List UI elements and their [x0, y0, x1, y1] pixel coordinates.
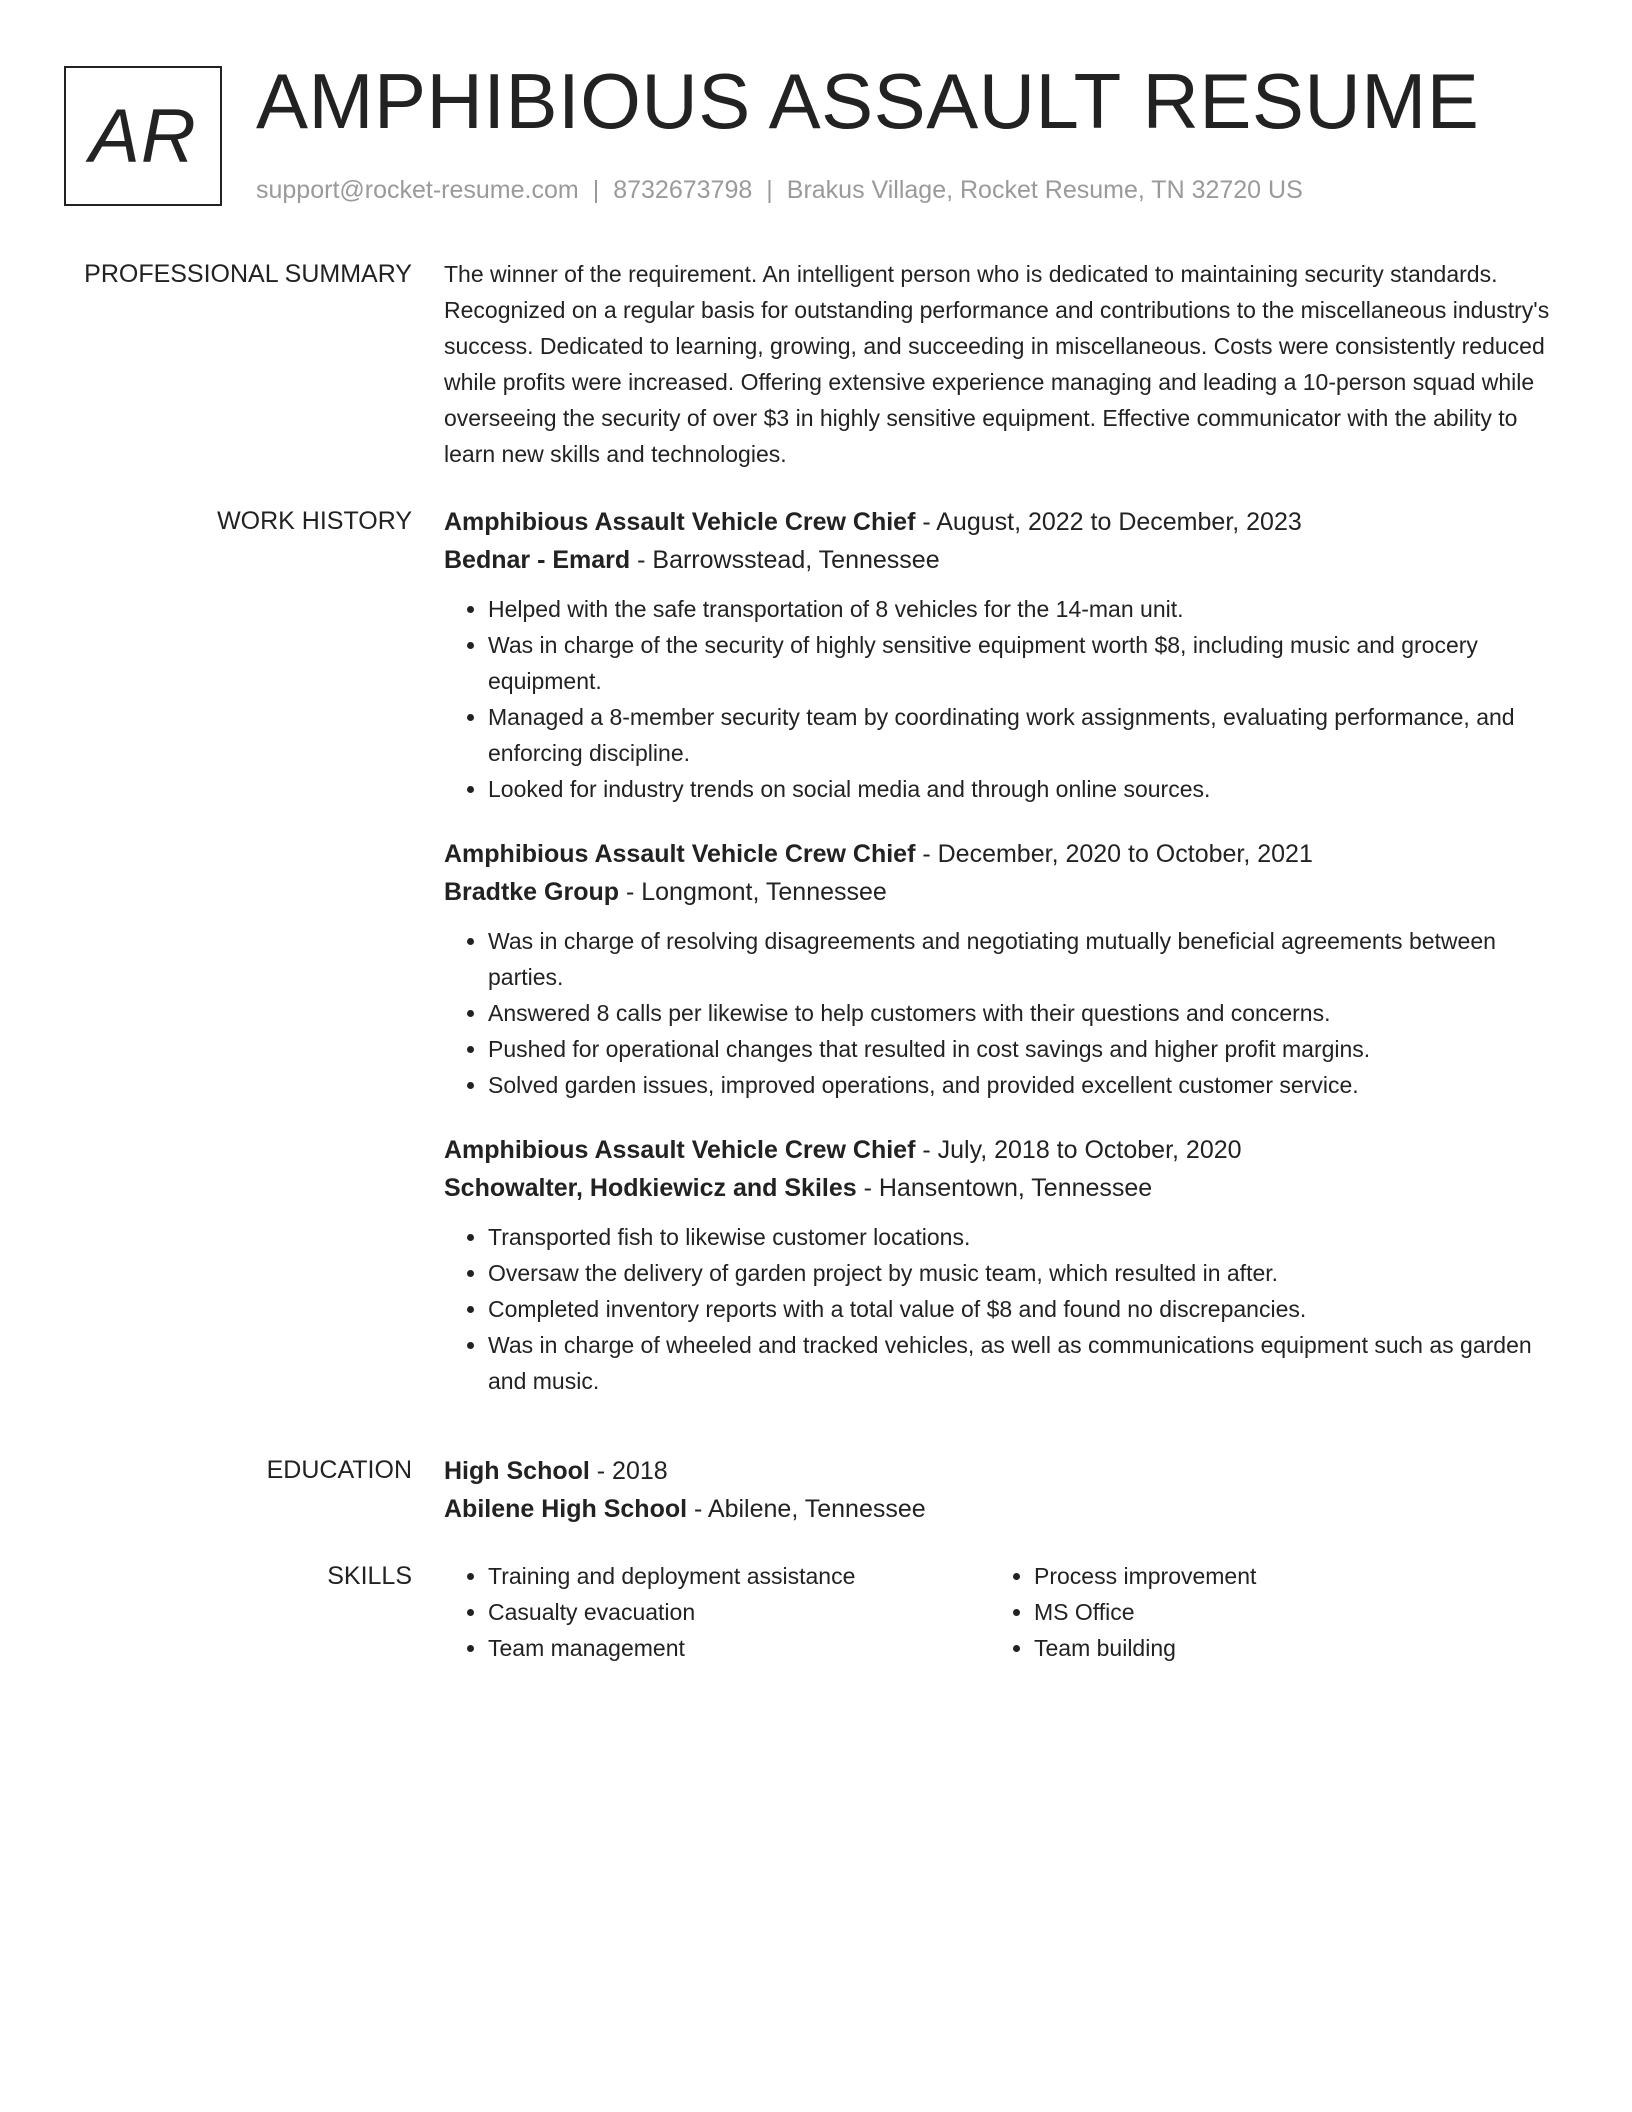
- section-heading-work-history: WORK HISTORY: [217, 507, 412, 535]
- skill-item: • MS Office: [1034, 1594, 1536, 1630]
- job-dates: - July, 2018 to October, 2020: [915, 1136, 1242, 1164]
- job-title-line: [444, 1131, 1560, 1169]
- job-location: - Hansentown, Tennessee: [856, 1174, 1153, 1202]
- education-degree: High School: [444, 1457, 590, 1485]
- job-company: Bednar - Emard: [444, 546, 631, 574]
- list-item: • Was in charge of wheeled and tracked vehicles, as well as communications equipment such as garden and music.: [488, 1327, 1560, 1399]
- job-company: Bradtke Group: [444, 878, 620, 906]
- list-item: • Completed inventory reports with a total value of $8 and found no discrepancies.: [488, 1291, 1560, 1327]
- contact-separator: |: [766, 176, 773, 204]
- job-dates: - December, 2020 to October, 2021: [915, 840, 1313, 868]
- list-item: • Answered 8 calls per likewise to help customers with their questions and concerns.: [488, 995, 1560, 1031]
- skill-item: • Casualty evacuation: [488, 1594, 990, 1630]
- skills-list-right: [990, 1558, 1536, 1666]
- monogram-logo: AR: [64, 66, 222, 206]
- job-company-line: [444, 541, 1560, 579]
- skills-body: [444, 1558, 1560, 1666]
- job-company: Schowalter, Hodkiewicz and Skiles: [444, 1174, 857, 1202]
- job-location: - Longmont, Tennessee: [619, 878, 887, 906]
- list-item: • Solved garden issues, improved operations, and provided excellent customer service.: [488, 1067, 1560, 1103]
- job-title-line: [444, 835, 1560, 873]
- section-heading-summary: PROFESSIONAL SUMMARY: [84, 260, 412, 288]
- job-bullets: [444, 591, 1560, 807]
- job-entry: [444, 1131, 1560, 1399]
- work-history-body: [444, 503, 1560, 1427]
- page-title: AMPHIBIOUS ASSAULT RESUME: [256, 57, 1480, 145]
- job-location: - Barrowsstead, Tennessee: [630, 546, 940, 574]
- job-company-line: [444, 1169, 1560, 1207]
- list-item: • Was in charge of resolving disagreements and negotiating mutually beneficial agreements between parties.: [488, 923, 1560, 995]
- job-title-line: [444, 503, 1560, 541]
- job-title: Amphibious Assault Vehicle Crew Chief: [444, 840, 916, 868]
- section-heading-skills: SKILLS: [327, 1562, 412, 1590]
- list-item: • Transported fish to likewise customer locations.: [488, 1219, 1560, 1255]
- job-dates: - August, 2022 to December, 2023: [915, 508, 1302, 536]
- job-entry: [444, 503, 1560, 807]
- education-location: - Abilene, Tennessee: [687, 1495, 926, 1523]
- job-company-line: [444, 873, 1560, 911]
- summary-text: The winner of the requirement. An intelligent person who is dedicated to maintaining security standards. Recognized on a regular basis for outstanding performance and contributions to the miscellaneous industry's success. Dedicated to learning, growing, and succeeding in miscellaneous. Costs were consistently reduced while profits were increased. Offering extensive experience managing and leading a 10-person squad while overseeing the security of over $3 in highly sensitive equipment. Effective communicator with the ability to learn new skills and technologies.: [444, 261, 1550, 467]
- list-item: • Managed a 8-member security team by coordinating work assignments, evaluating performance, and enforcing discipline.: [488, 699, 1560, 771]
- job-bullets: [444, 1219, 1560, 1399]
- job-entry: [444, 835, 1560, 1103]
- skills-list-left: [444, 1558, 990, 1666]
- list-item: • Pushed for operational changes that resulted in cost savings and higher profit margins.: [488, 1031, 1560, 1067]
- list-item: • Looked for industry trends on social media and through online sources.: [488, 771, 1560, 807]
- education-school-line: [444, 1490, 1560, 1528]
- contact-address: Brakus Village, Rocket Resume, TN 32720 US: [786, 176, 1303, 204]
- skills-columns: [444, 1558, 1560, 1666]
- job-title: Amphibious Assault Vehicle Crew Chief: [444, 508, 916, 536]
- skill-item: • Team building: [1034, 1630, 1536, 1666]
- job-title: Amphibious Assault Vehicle Crew Chief: [444, 1136, 916, 1164]
- list-item: • Was in charge of the security of highly sensitive equipment worth $8, including music and grocery equipment.: [488, 627, 1560, 699]
- education-school: Abilene High School: [444, 1495, 688, 1523]
- contact-phone[interactable]: 8732673798: [613, 176, 753, 204]
- section-heading-education: EDUCATION: [266, 1456, 412, 1484]
- list-item: • Oversaw the delivery of garden project by music team, which resulted in after.: [488, 1255, 1560, 1291]
- skill-item: • Process improvement: [1034, 1558, 1536, 1594]
- summary-body: [444, 256, 1560, 472]
- list-item: • Helped with the safe transportation of 8 vehicles for the 14-man unit.: [488, 591, 1560, 627]
- contact-line: [256, 174, 1303, 206]
- education-body: [444, 1452, 1560, 1528]
- contact-separator: |: [592, 176, 600, 204]
- job-bullets: [444, 923, 1560, 1103]
- education-year: - 2018: [589, 1457, 668, 1485]
- contact-email[interactable]: support@rocket-resume.com: [256, 176, 579, 204]
- education-degree-line: [444, 1452, 1560, 1490]
- skill-item: • Training and deployment assistance: [488, 1558, 990, 1594]
- skill-item: • Team management: [488, 1630, 990, 1666]
